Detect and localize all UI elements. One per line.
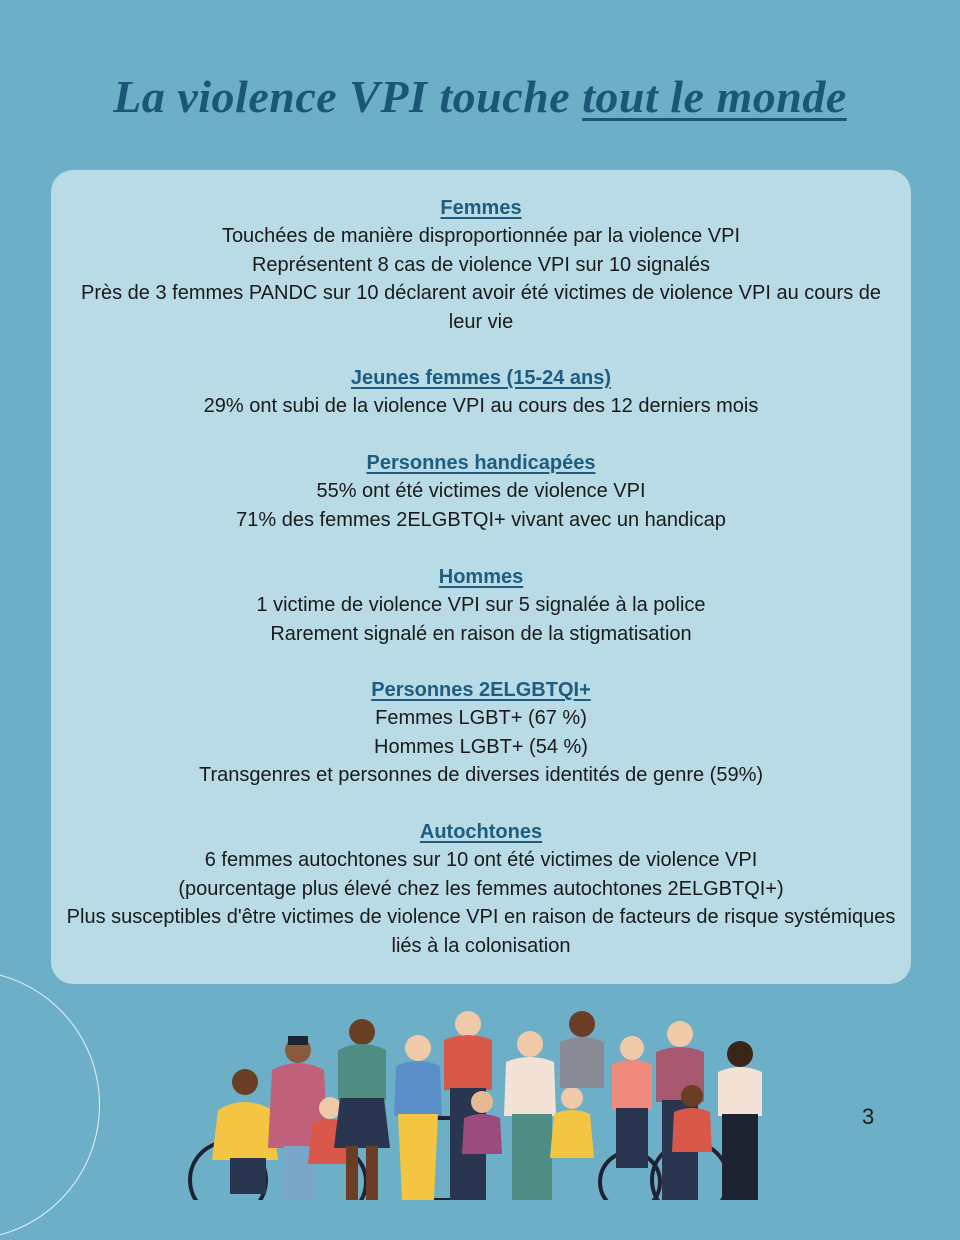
section-autochtones [51,818,911,960]
section-heading: Autochtones [419,821,543,843]
info-card [51,170,911,984]
section-line: 6 femmes autochtones sur 10 ont été victimes de violence VPI [204,849,758,871]
section-line: 55% ont été victimes de violence VPI [316,480,646,502]
page-number: 3 [862,1104,875,1129]
section-line: Représentent 8 cas de violence VPI sur 10 signalés [251,253,711,276]
section-line: 71% des femmes 2ELGBTQI+ vivant avec un handicap [236,508,726,531]
section-hommes [51,563,911,648]
people-group-illustration [180,1010,800,1200]
section-line: 1 victime de violence VPI sur 5 signalée à la police [256,594,706,616]
section-personnes-2elgbtqi [51,676,911,790]
section-line: Transgenres et personnes de diverses identités de genre (59%) [198,764,764,786]
section-heading: Femmes [440,197,522,219]
page-title [0,70,960,123]
section-heading: Hommes [438,566,524,588]
section-line: Femmes LGBT+ (67 %) [375,707,587,729]
section-line: Touchées de manière disproportionnée par la violence VPI [221,225,741,247]
section-line: 29% ont subi de la violence VPI au cours des 12 derniers mois [203,395,759,417]
section-heading: Jeunes femmes (15-24 ans) [350,367,612,389]
section-heading: Personnes handicapées [366,452,596,474]
section-line: Plus susceptibles d'être victimes de violence VPI en raison de facteurs de risque systémiques liés à la colonisation [66,906,896,957]
section-heading: Personnes 2ELGBTQI+ [371,679,591,701]
section-line: Hommes LGBT+ (54 %) [374,735,588,758]
section-line: Rarement signalé en raison de la stigmatisation [270,622,692,645]
title-part-1: La violence VPI touche [113,71,583,122]
section-line: (pourcentage plus élevé chez les femmes autochtones 2ELGBTQI+) [178,877,784,900]
title-part-2-underlined: tout le monde [582,71,847,122]
section-jeunes-femmes [51,364,911,421]
section-line: Près de 3 femmes PANDC sur 10 déclarent avoir été victimes de violence VPI au cours de leur vie [81,282,881,333]
section-femmes [51,194,911,336]
section-personnes-handicapees [51,449,911,534]
